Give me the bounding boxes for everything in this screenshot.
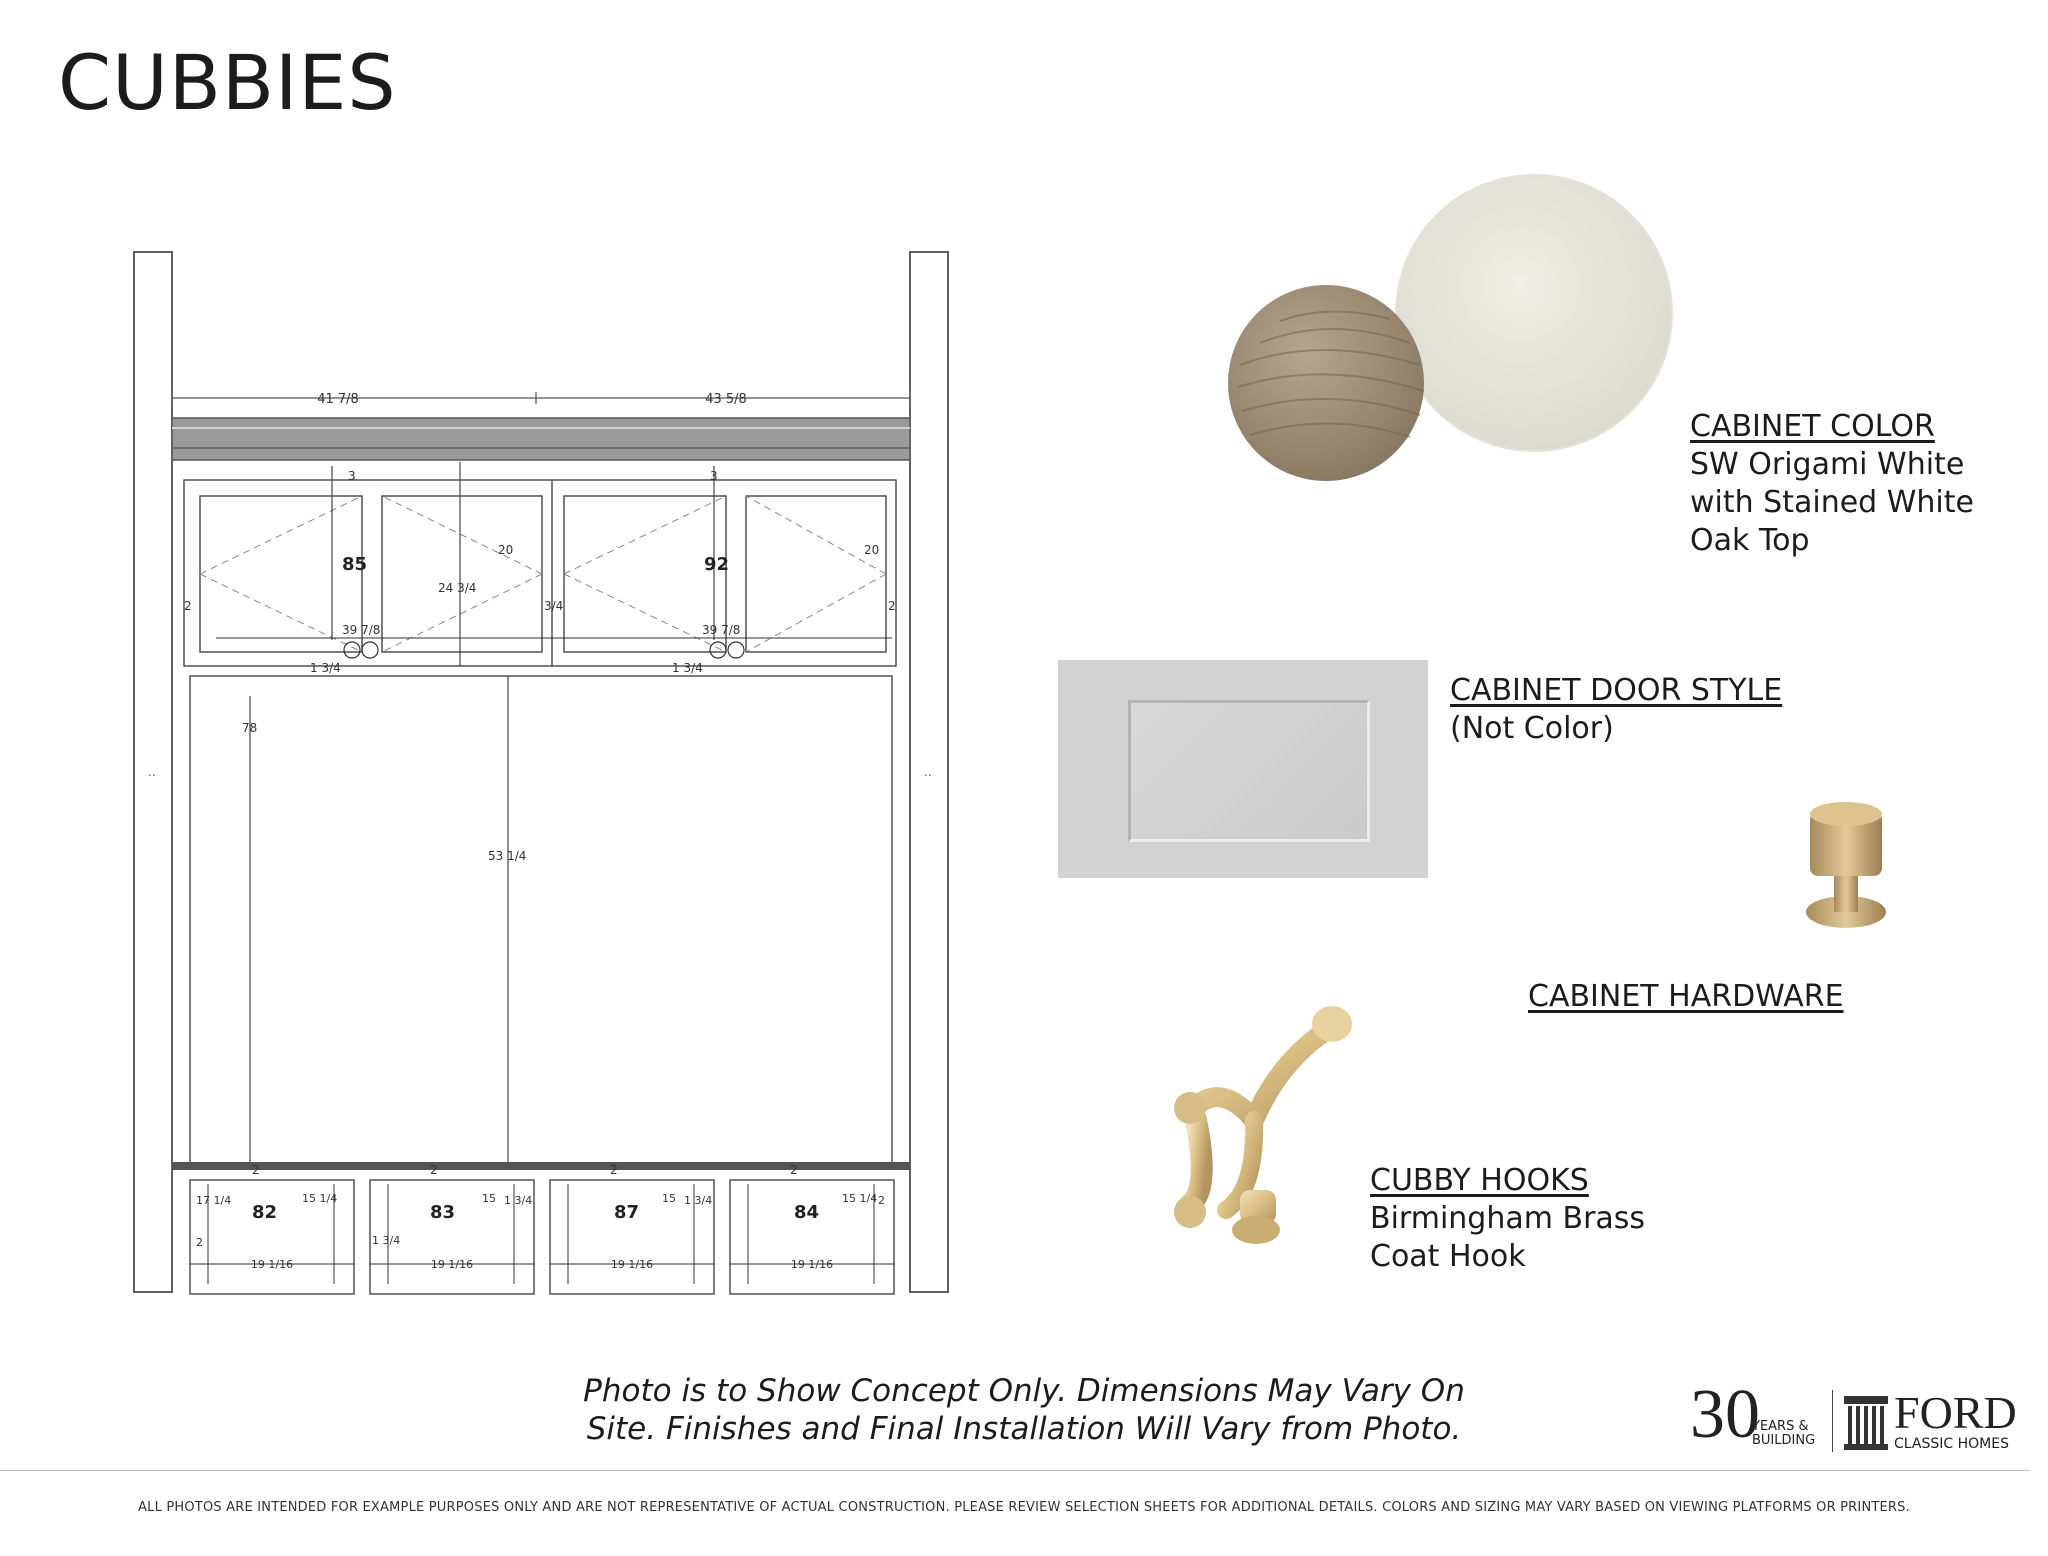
dim-bottom-top-4: 2 xyxy=(790,1163,798,1177)
cubby-hooks-line-1: Birmingham Brass xyxy=(1370,1201,1646,1236)
dim-upper-width-left: 39 7/8 xyxy=(342,623,381,637)
cubby-elevation-drawing xyxy=(120,240,960,1300)
dim-b1-left: 17 1/4 xyxy=(196,1194,232,1207)
column-icon xyxy=(1842,1394,1890,1452)
cabinet-color-swatches xyxy=(1220,165,1680,495)
dim-upper-top-left: 3 xyxy=(348,469,356,483)
side-mark-left: .. xyxy=(148,765,156,779)
cabinet-color-line-2: with Stained White xyxy=(1690,485,1974,520)
dim-mid-left: 78 xyxy=(242,721,258,735)
dim-upper-height-mid: 20 xyxy=(498,543,514,557)
dim-top-right: 43 5/8 xyxy=(705,392,747,407)
dim-b4-right: 15 1/4 xyxy=(842,1192,878,1205)
logo-years-line-1: YEARS & xyxy=(1752,1419,1809,1434)
side-mark-right: .. xyxy=(924,765,932,779)
cubby-hooks-label: CUBBY HOOKS xyxy=(1370,1163,1589,1198)
logo-brand: FORD xyxy=(1894,1387,2017,1438)
mark-upper-left: 85 xyxy=(342,554,368,575)
dim-upper-gap-right: 1 3/4 xyxy=(672,661,703,675)
coat-hook-icon xyxy=(1150,990,1370,1260)
logo-years-line-2: BUILDING xyxy=(1752,1433,1816,1448)
dim-b2-width: 19 1/16 xyxy=(430,1258,474,1271)
page-title: CUBBIES xyxy=(58,38,397,127)
dim-upper-height-left: 24 3/4 xyxy=(438,581,477,595)
dim-bottom-top-2: 2 xyxy=(430,1163,438,1177)
mark-bottom-2: 83 xyxy=(430,1202,456,1223)
open-cubby-area xyxy=(190,676,892,1164)
dim-b1-right: 15 1/4 xyxy=(302,1192,338,1205)
dim-b3-15: 15 xyxy=(662,1192,676,1205)
mark-upper-right: 92 xyxy=(704,554,730,575)
dim-upper-height-right: 20 xyxy=(864,543,880,557)
door-style-note: (Not Color) xyxy=(1450,711,1614,746)
dim-mid-center: 53 1/4 xyxy=(488,849,527,863)
disclaimer-line-2: Site. Finishes and Final Installation Will Vary from Photo. xyxy=(586,1411,1462,1447)
dim-b3-134: 1 3/4 xyxy=(684,1194,713,1207)
mark-bottom-4: 84 xyxy=(794,1202,820,1223)
dim-upper-side-left: 2 xyxy=(184,599,192,613)
dim-bottom-top-3: 2 xyxy=(610,1163,618,1177)
mark-bottom-3: 87 xyxy=(614,1202,640,1223)
dim-top-left: 41 7/8 xyxy=(317,392,359,407)
cabinet-color-line-1: SW Origami White xyxy=(1690,447,1965,482)
dim-b2-134: 1 3/4 xyxy=(504,1194,533,1207)
dim-upper-top-right: 3 xyxy=(710,469,718,483)
dim-b4-2: 2 xyxy=(878,1194,885,1207)
dim-upper-side-mid: 3/4 xyxy=(544,599,564,613)
cubby-hooks-line-2: Coat Hook xyxy=(1370,1239,1526,1274)
door-style-label: CABINET DOOR STYLE xyxy=(1450,673,1783,708)
dim-b1-left-2: 2 xyxy=(196,1236,203,1249)
dim-b2-15: 15 xyxy=(482,1192,496,1205)
dim-b4-width: 19 1/16 xyxy=(790,1258,834,1271)
dim-b1-width: 19 1/16 xyxy=(250,1258,294,1271)
door-raised-panel xyxy=(1128,700,1370,842)
dim-b3-width: 19 1/16 xyxy=(610,1258,654,1271)
brass-knob-icon xyxy=(1800,796,1890,936)
bench-top xyxy=(172,1162,910,1170)
disclaimer-line-1: Photo is to Show Concept Only. Dimensions May Vary On xyxy=(583,1373,1465,1409)
logo-brand-sub: CLASSIC HOMES xyxy=(1894,1436,2009,1452)
logo-years-number: 30 xyxy=(1690,1376,1760,1453)
ford-classic-homes-logo xyxy=(1690,1376,2030,1460)
cabinet-color-label: CABINET COLOR xyxy=(1690,409,1935,444)
crown-band xyxy=(172,418,910,460)
mark-bottom-1: 82 xyxy=(252,1202,278,1223)
dim-upper-width-right: 39 7/8 xyxy=(702,623,741,637)
footer-disclaimer: ALL PHOTOS ARE INTENDED FOR EXAMPLE PURPOSES ONLY AND ARE NOT REPRESENTATIVE OF ACTUAL CONSTRUCTION. PLEASE REVIEW SELECTION SHEETS FOR ADDITIONAL DETAILS. COLORS AND SIZING MAY VARY BASED ON VIEWING PLATFORMS OR PRINTERS. xyxy=(138,1500,1910,1515)
cabinet-hardware-label: CABINET HARDWARE xyxy=(1528,979,1844,1014)
door-style-sample xyxy=(1058,660,1428,878)
dim-bottom-top-1: 2 xyxy=(252,1163,260,1177)
footer-divider xyxy=(0,1470,2030,1471)
dim-upper-side-right: 2 xyxy=(888,599,896,613)
cabinet-color-line-3: Oak Top xyxy=(1690,523,1810,558)
origami-white-swatch xyxy=(1396,175,1672,451)
dim-b2-left: 1 3/4 xyxy=(372,1234,401,1247)
dim-upper-gap-left: 1 3/4 xyxy=(310,661,341,675)
